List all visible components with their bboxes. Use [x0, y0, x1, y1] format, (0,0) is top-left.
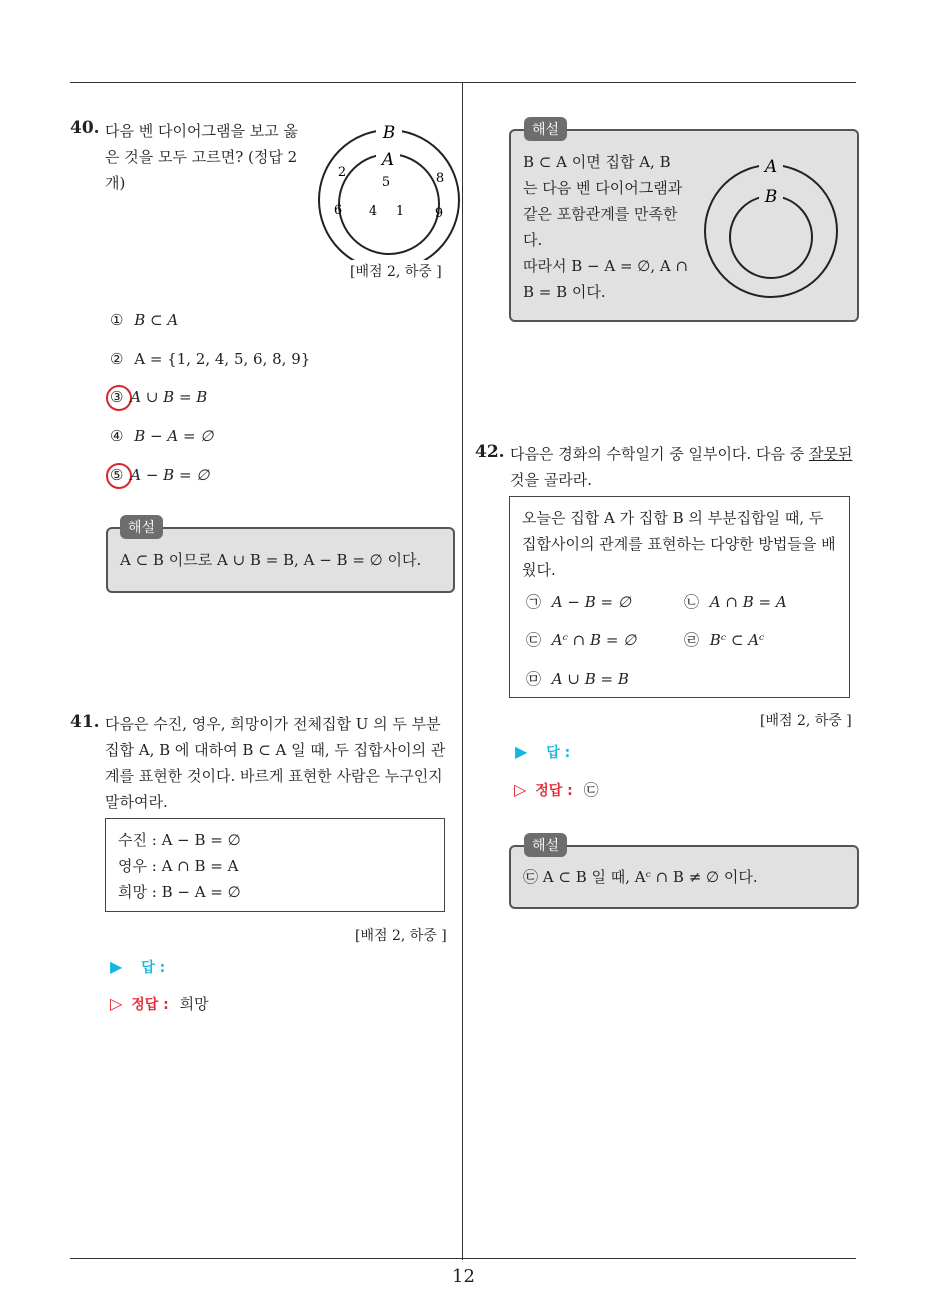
q41-solution-line: 따라서 B − A = ∅, A ∩ — [523, 257, 689, 275]
q41-solution-box — [509, 129, 859, 322]
set-a-label: A — [764, 157, 778, 177]
q40-outer-number: 2 — [337, 165, 347, 180]
q41-statement-box — [105, 818, 445, 912]
choice-5 — [110, 466, 209, 484]
choice-1 — [110, 311, 178, 329]
q42-diary-line: 오늘은 집합 A 가 집합 B 의 부분집합일 때, 두 — [522, 509, 824, 527]
q42-solution-text: ㉢ A ⊂ B 일 때, Aᶜ ∩ B ≠ ∅ 이다. — [523, 868, 758, 886]
choice-4 — [110, 427, 213, 445]
q41-answer-row[interactable] — [110, 957, 165, 977]
set-b-label: B — [764, 187, 778, 207]
q40-points: [배점 2, 하중 ] — [350, 264, 442, 280]
q40-number: 40. — [70, 118, 100, 138]
q40-inner-number: 1 — [395, 204, 405, 219]
q42-item — [526, 591, 631, 612]
choice-mark: ⑤ — [110, 466, 124, 484]
q42-solution-tag: 해설 — [524, 833, 567, 857]
q41-solution-line: 다. — [523, 231, 543, 249]
q42-points: [배점 2, 하중 ] — [760, 713, 852, 729]
q41-solution-tag: 해설 — [524, 117, 567, 141]
item-text: A − B = ∅ — [551, 593, 631, 611]
q41-solution-line: B = B 이다. — [523, 283, 606, 301]
q41-statement: 수진 : A − B = ∅ — [118, 831, 241, 849]
q41-statement: 영우 : A ∩ B = A — [118, 857, 239, 875]
q42-number: 42. — [475, 442, 505, 462]
q41-text-line: 다음은 수진, 영우, 희망이가 전체집합 U 의 두 부분 — [105, 715, 441, 733]
q40-venn-diagram — [316, 120, 466, 260]
q40-solution-tag: 해설 — [120, 515, 163, 539]
q41-correct-row — [110, 993, 209, 1014]
q42-item — [684, 591, 787, 612]
q42-item — [684, 629, 764, 650]
item-mark: ㉤ — [526, 670, 542, 688]
choice-mark: ② — [110, 350, 124, 368]
play-outline-icon: ▷ — [514, 780, 527, 799]
q42-correct-label: 정답 : — [535, 783, 573, 799]
choice-2 — [110, 350, 310, 368]
choice-mark: ③ — [110, 388, 124, 406]
q41-statement: 희망 : B − A = ∅ — [118, 883, 241, 901]
choice-text: B ⊂ A — [134, 311, 179, 329]
q40-outer-number: 8 — [435, 171, 445, 186]
set-b-circle — [730, 196, 812, 278]
q42-item — [526, 668, 629, 689]
q42-correct-row — [514, 779, 599, 800]
item-text: Bᶜ ⊂ Aᶜ — [709, 631, 765, 649]
q42-diary-line: 집합사이의 관계를 표현하는 다양한 방법들을 배 — [522, 535, 836, 553]
q41-text-line: 계를 표현한 것이다. 바르게 표현한 사람은 누구인지 — [105, 767, 443, 785]
item-text: A ∩ B = A — [709, 593, 787, 611]
q42-text: 다음은 경화의 수학일기 중 일부이다. 다음 중 — [510, 445, 809, 463]
q40-inner-number: 5 — [381, 175, 391, 190]
choice-mark: ① — [110, 311, 124, 329]
q42-underlined-text: 잘못된 — [808, 445, 853, 463]
q42-answer-row[interactable] — [515, 742, 570, 762]
q40-text: 다음 벤 다이어그램을 보고 옳은 것을 모두 고르면? (정답 2개) — [105, 122, 298, 192]
q41-points: [배점 2, 하중 ] — [355, 928, 447, 944]
item-text: Aᶜ ∩ B = ∅ — [551, 631, 637, 649]
play-icon: ▶ — [515, 742, 528, 761]
q40-outer-number: 6 — [333, 203, 343, 218]
q41-text-line: 말하여라. — [105, 793, 168, 811]
choice-text: B − A = ∅ — [134, 427, 214, 445]
q42-diary-box — [509, 496, 850, 698]
play-icon: ▶ — [110, 957, 123, 976]
q42-item — [526, 629, 636, 650]
q41-answer-label: 답 : — [141, 960, 166, 976]
q40-inner-label: A — [381, 150, 395, 170]
q40-inner-number: 4 — [368, 204, 378, 219]
q41-correct-label: 정답 : — [131, 997, 169, 1013]
q42-answer-label: 답 : — [546, 745, 571, 761]
play-outline-icon: ▷ — [110, 994, 123, 1013]
q40-solution-text: A ⊂ B 이므로 A ∪ B = B, A − B = ∅ 이다. — [120, 551, 422, 569]
item-mark: ㉠ — [526, 593, 542, 611]
item-mark: ㉢ — [526, 631, 542, 649]
item-mark: ㉣ — [684, 631, 700, 649]
item-text: A ∪ B = B — [551, 670, 629, 688]
q42-correct-value: ㉢ — [583, 781, 599, 799]
choice-text: A − B = ∅ — [130, 466, 210, 484]
bottom-rule — [70, 1258, 856, 1259]
q41-correct-value: 희망 — [179, 995, 209, 1013]
choice-mark: ④ — [110, 427, 124, 445]
top-rule — [70, 82, 856, 83]
q42-text-line — [510, 441, 852, 467]
q41-text-line: 집합 A, B 에 대하여 B ⊂ A 일 때, 두 집합사이의 관 — [105, 741, 446, 759]
q40-outer-number: 9 — [434, 206, 444, 221]
q41-solution-line: B ⊂ A 이면 집합 A, B — [523, 153, 671, 171]
q42-text-line: 것을 골라라. — [510, 471, 592, 489]
choice-text: A = {1, 2, 4, 5, 6, 8, 9} — [134, 350, 311, 368]
q41-solution-venn-diagram — [701, 151, 841, 301]
choice-3 — [110, 388, 207, 406]
q40-outer-label: B — [382, 123, 396, 143]
q41-solution-line: 같은 포함관계를 만족한 — [523, 205, 678, 223]
page-number: 12 — [452, 1266, 475, 1287]
choice-text: A ∪ B = B — [130, 388, 208, 406]
q42-diary-line: 웠다. — [522, 561, 556, 579]
item-mark: ㉡ — [684, 593, 700, 611]
q41-solution-line: 는 다음 벤 다이어그램과 — [523, 179, 683, 197]
q41-number: 41. — [70, 712, 100, 732]
